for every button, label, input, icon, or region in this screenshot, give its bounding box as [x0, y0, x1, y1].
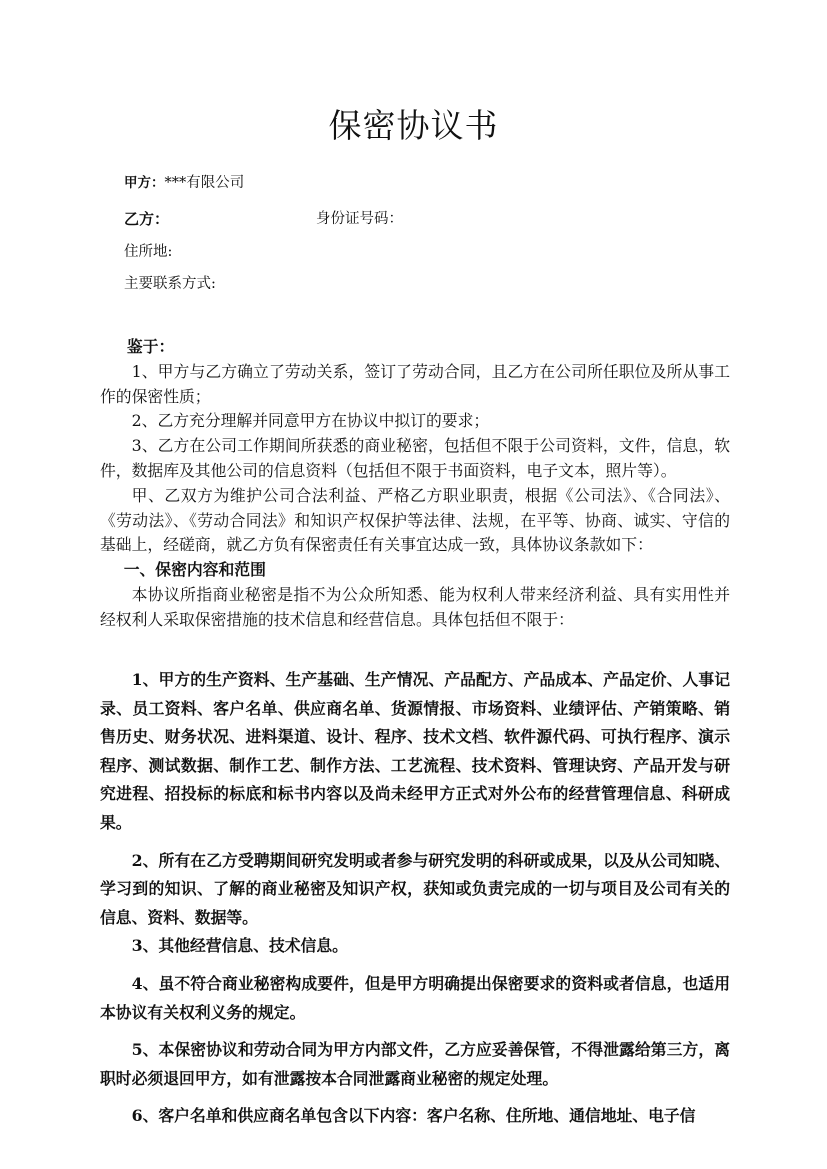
- contact-label: 主要联系方式:: [124, 276, 216, 292]
- section-1-intro: 本协议所指商业秘密是指不为公众所知悉、能为权利人带来经济利益、具有实用性并经权利人采取保密措施的技术信息和经营信息。具体包括但不限于：: [100, 584, 730, 629]
- whereas-block: [100, 335, 730, 633]
- section-1-clauses: [100, 666, 730, 1131]
- agreement-preamble: 甲、乙双方为维护公司合法利益、严格乙方职业职责，根据《公司法》、《合同法》、《劳动法》、《劳动合同法》和知识产权保护等法律、法规，在平等、协商、诚实、守信的基础上，经磋商，就乙方负有保密责任有关事宜达成一致，具体协议条款如下：: [100, 485, 730, 555]
- party-a-label: 甲方：: [124, 175, 165, 191]
- party-b-line: [124, 209, 403, 230]
- clause-1: 1、甲方的生产资料、生产基础、生产情况、产品配方、产品成本、产品定价、人事记录、员工资料、客户名单、供应商名单、货源情报、市场资料、业绩评估、产销策略、销售历史、财务状况、进料渠道、设计、程序、技术文档、软件源代码、可执行程序、演示程序、测试数据、制作工艺、制作方法、工艺流程、技术资料、管理诀窍、产品开发与研究进程、招投标的标底和标书内容以及尚未经甲方正式对外公布的经营管理信息、科研成果。: [100, 670, 730, 832]
- address-label: 住所地:: [124, 244, 173, 260]
- party-a-line: [124, 173, 244, 193]
- party-a-value: ***有限公司: [164, 175, 245, 191]
- whereas-heading: 鉴于：: [126, 337, 175, 356]
- whereas-item: 2、乙方充分理解并同意甲方在协议中拟订的要求；: [131, 411, 490, 431]
- clause-3: 3、其他经营信息、技术信息。: [131, 936, 348, 956]
- whereas-item: 1、甲方与乙方确立了劳动关系，签订了劳动合同，且乙方在公司所任职位及所从事工作的保密性质；: [100, 361, 730, 406]
- clause-6: 6、客户名单和供应商名单包含以下内容：客户名称、住所地、通信地址、电子信: [131, 1106, 696, 1126]
- clause-2: 2、所有在乙方受聘期间研究发明或者参与研究发明的科研或成果，以及从公司知晓、学习到的知识、了解的商业秘密及知识产权，获知或负责完成的一切与项目及公司有关的信息、资料、数据等。: [100, 850, 730, 927]
- section-1-heading: 一、保密内容和范围: [123, 560, 266, 580]
- id-number-label: 身份证号码：: [316, 211, 403, 227]
- whereas-item: 3、乙方在公司工作期间所获悉的商业秘密，包括但不限于公司资料，文件，信息，软件，数据库及其他公司的信息资料（包括但不限于书面资料，电子文本，照片等）。: [100, 436, 730, 480]
- clause-5: 5、本保密协议和劳动合同为甲方内部文件，乙方应妥善保管，不得泄露给第三方，离职时必须退回甲方，如有泄露按本合同泄露商业秘密的规定处理。: [100, 1040, 730, 1088]
- document-title: 保密协议书: [328, 106, 499, 145]
- clause-4: 4、虽不符合商业秘密构成要件，但是甲方明确提出保密要求的资料或者信息，也适用本协议有关权利义务的规定。: [100, 973, 730, 1022]
- party-b-label: 乙方：: [124, 210, 170, 228]
